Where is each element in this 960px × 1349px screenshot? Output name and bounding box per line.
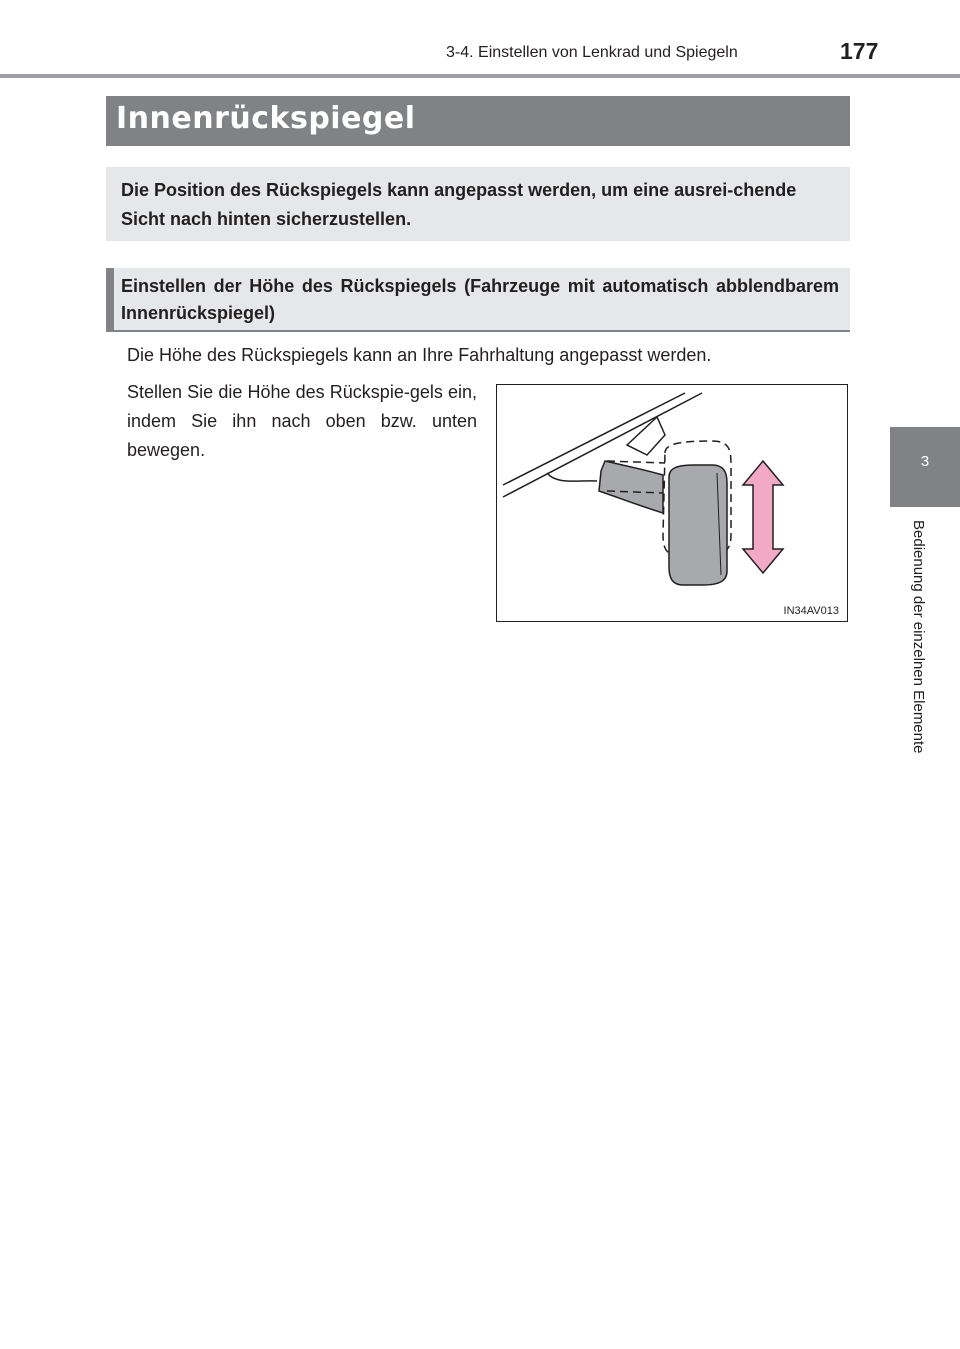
mirror-drawing: [497, 385, 849, 623]
page-title: Innenrückspiegel: [116, 101, 416, 136]
chapter-tab: [890, 427, 960, 507]
subheading-bar: [106, 268, 850, 332]
header-divider: [0, 74, 960, 78]
subheading-accent: [106, 268, 114, 330]
chapter-label: Bedienung der einzelnen Elemente: [910, 520, 927, 754]
body-paragraph: Die Höhe des Rückspiegels kann an Ihre Fahrhaltung angepasst werden.: [127, 345, 712, 365]
mirror-illustration: [496, 384, 848, 622]
chapter-number: 3: [920, 453, 930, 470]
figure-code: IN34AV013: [783, 605, 839, 617]
subheading-text: Einstellen der Höhe des Rückspiegels (Fahrzeuge mit automatisch abblendbarem Innenrückspiegel): [121, 276, 839, 323]
instruction-paragraph: Stellen Sie die Höhe des Rückspie-gels ein, indem Sie ihn nach oben bzw. unten bewegen.: [127, 382, 477, 460]
page-number: 177: [840, 38, 879, 64]
mirror-body: [669, 465, 727, 585]
header-section-title: 3-4. Einstellen von Lenkrad und Spiegeln: [446, 44, 738, 61]
mirror-cable: [547, 473, 597, 481]
mirror-arm: [599, 461, 663, 513]
page-title-bar: [106, 96, 850, 146]
up-down-arrow: [743, 461, 783, 573]
intro-box: [106, 167, 850, 241]
intro-text: Die Position des Rückspiegels kann angepasst werden, um eine ausrei-chende Sicht nach hinten sicherzustellen.: [121, 180, 797, 229]
